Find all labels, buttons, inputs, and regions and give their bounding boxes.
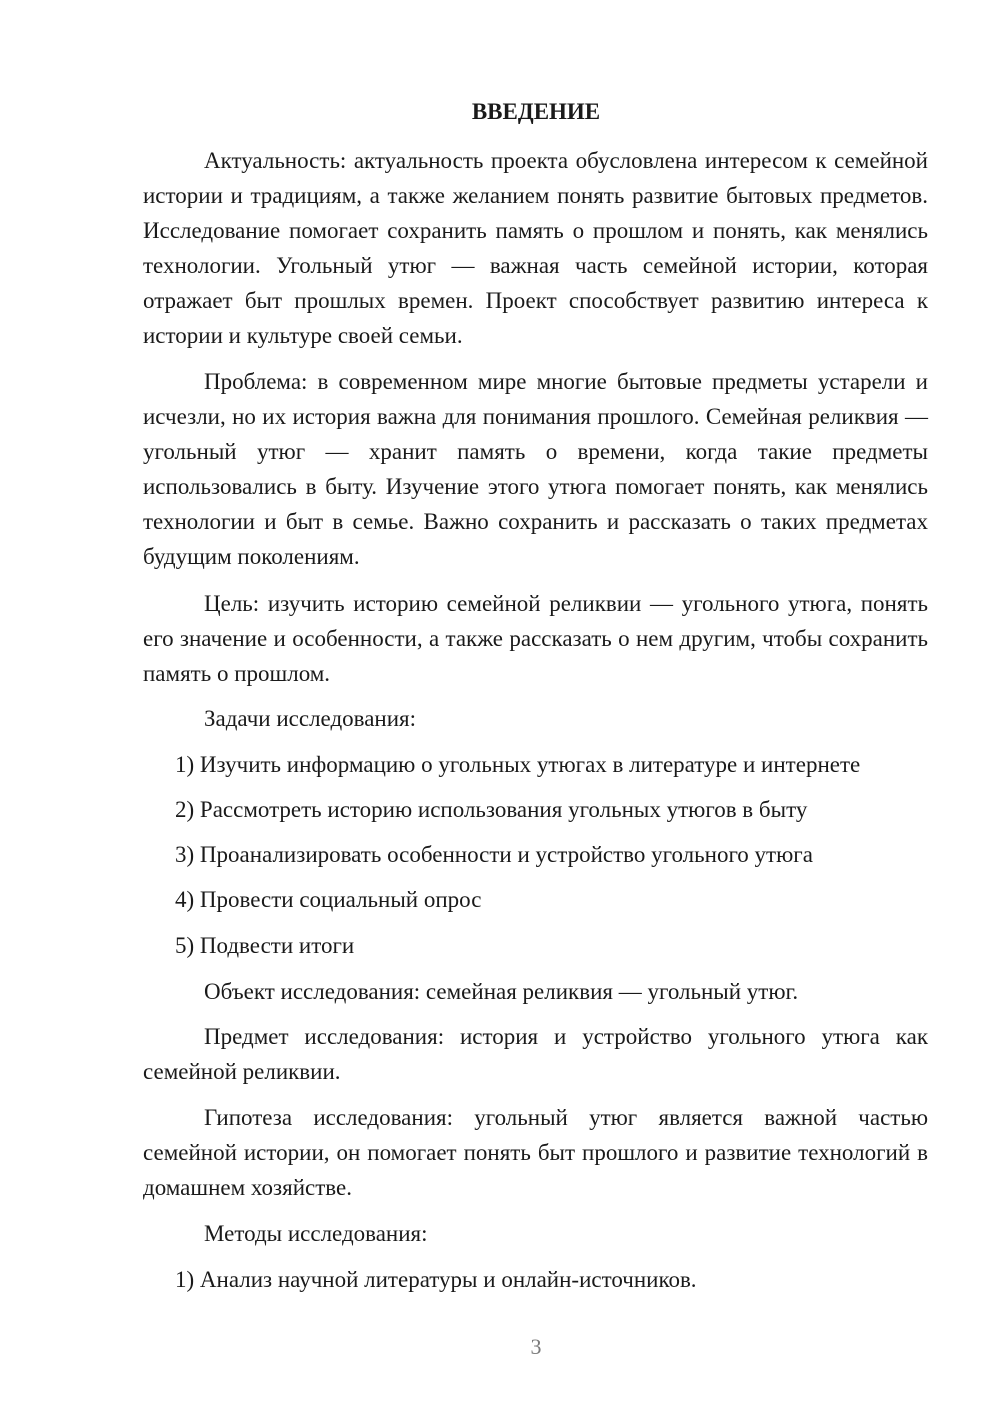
methods-heading: Методы исследования: [204, 1221, 428, 1246]
goal-paragraph: Цель: изучить историю семейной реликвии — угольного утюга, понять его значение и особенности, а также рассказать о нем другим, чтобы сохранить память о прошлом. [143, 591, 928, 686]
task-item: 3) Проанализировать особенности и устройство угольного утюга [175, 842, 813, 867]
task-item: 5) Подвести итоги [175, 933, 355, 958]
object-paragraph: Объект исследования: семейная реликвия — угольный утюг. [204, 979, 799, 1004]
page-number: 3 [530, 1334, 542, 1359]
page-title: ВВЕДЕНИЕ [471, 99, 601, 124]
task-item: 1) Изучить информацию о угольных утюгах в литературе и интернете [175, 752, 861, 777]
problem-paragraph: Проблема: в современном мире многие бытовые предметы устарели и исчезли, но их история важна для понимания прошлого. Семейная реликвия — угольный утюг — хранит память о времени, когда такие предметы использовались в быту. Изучение этого утюга помогает понять, как менялись технологии и быт в семье. Важно сохранить и рассказать о таких предметах будущим поколениям. [143, 369, 928, 569]
tasks-heading: Задачи исследования: [204, 706, 417, 731]
subject-paragraph: Предмет исследования: история и устройство угольного утюга как семейной реликвии. [143, 1024, 928, 1084]
task-item: 2) Рассмотреть историю использования угольных утюгов в быту [175, 797, 808, 822]
hypothesis-paragraph: Гипотеза исследования: угольный утюг является важной частью семейной истории, он помогает понять быт прошлого и развитие технологий в домашнем хозяйстве. [143, 1105, 928, 1200]
relevance-paragraph: Актуальность: актуальность проекта обусловлена интересом к семейной истории и традициям, а также желанием понять развитие бытовых предметов. Исследование помогает сохранить память о прошлом и понять, как менялись технологии. Угольный утюг — важная часть семейной истории, которая отражает быт прошлых времен. Проект способствует развитию интереса к истории и культуре своей семьи. [143, 148, 928, 348]
method-item: 1) Анализ научной литературы и онлайн-источников. [175, 1267, 697, 1292]
task-item: 4) Провести социальный опрос [175, 887, 482, 912]
